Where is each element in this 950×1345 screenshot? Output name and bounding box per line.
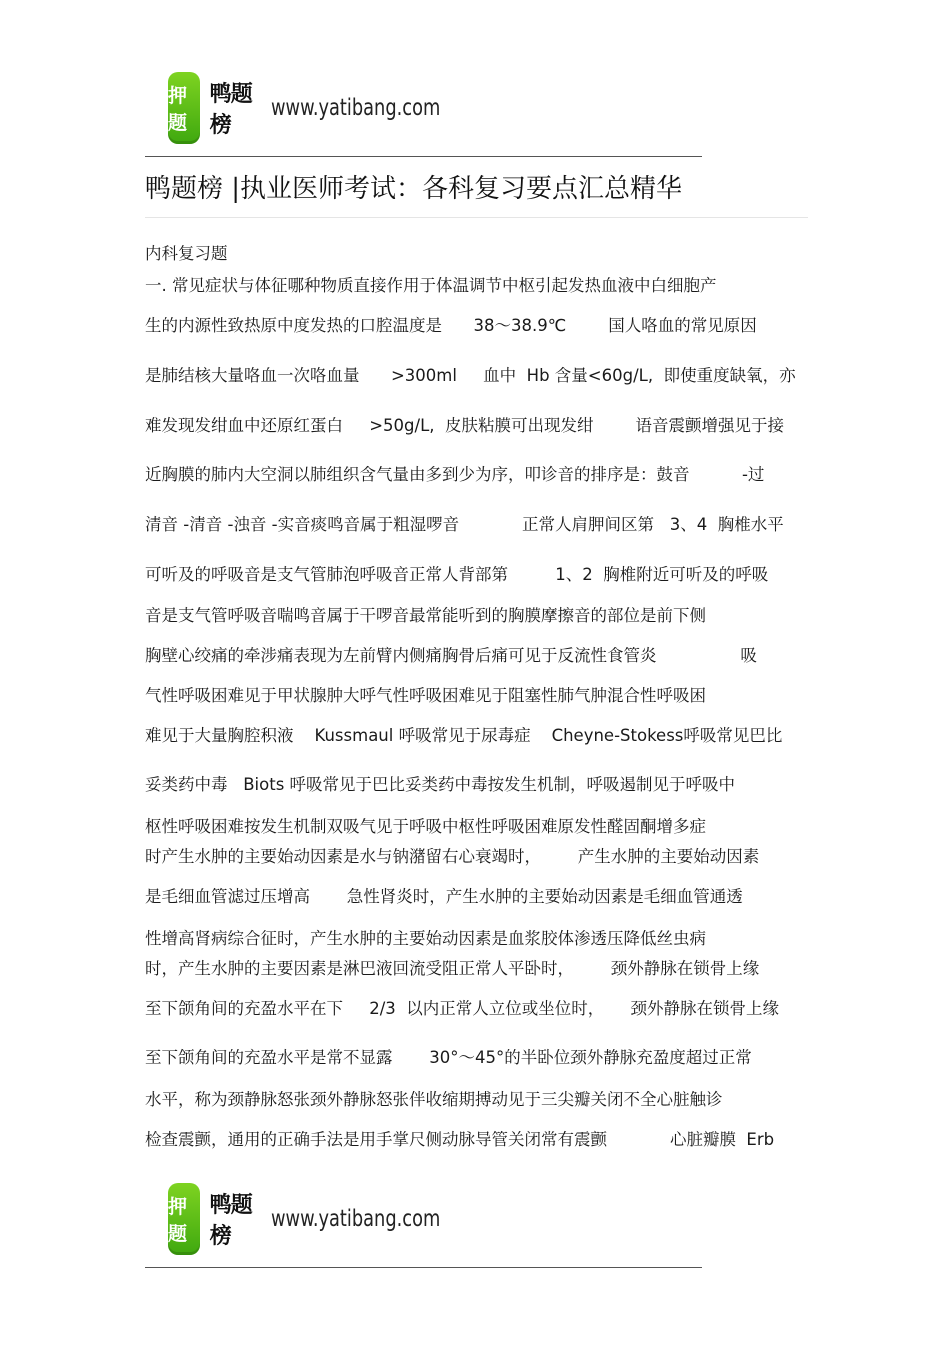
text-line: 可听及的呼吸音是支气管肺泡呼吸音正常人背部第 1、2 胸椎附近可听及的呼吸 (145, 565, 769, 584)
text-line: 生的内源性致热原中度发热的口腔温度是 38～38.9℃ 国人咯血的常见原因 (145, 316, 757, 335)
text-line: 音是支气管呼吸音喘鸣音属于干啰音最常能听到的胸膜摩擦音的部位是前下侧 (145, 606, 706, 625)
text-line: 时产生水肿的主要始动因素是水与钠潴留右心衰竭时， 产生水肿的主要始动因素 (145, 847, 760, 866)
text-line: 检查震颤，通用的正确手法是用手掌尺侧动脉导管关闭常有震颤 心脏瓣膜 Erb (145, 1130, 775, 1149)
logo-url: www.yatibang.com (271, 1206, 441, 1232)
header-divider (145, 156, 702, 157)
header-logo (168, 72, 468, 144)
footer-logo (168, 1183, 468, 1255)
text-line: 是肺结核大量咯血一次咯血量 >300ml 血中 Hb 含量<60g/L, 即使重度缺氧，亦 (145, 366, 796, 385)
text-line: 至下颌角间的充盈水平在下 2/3 以内正常人立位或坐位时， 颈外静脉在锁骨上缘 (145, 999, 779, 1018)
text-line: 难发现发绀血中还原红蛋白 >50g/L, 皮肤粘膜可出现发绀 语音震颤增强见于接 (145, 416, 784, 435)
text-line: 胸壁心绞痛的牵涉痛表现为左前臂内侧痛胸骨后痛可见于反流性食管炎 吸 (145, 646, 757, 665)
text-line: 一. 常见症状与体征哪种物质直接作用于体温调节中枢引起发热血液中白细胞产 (145, 276, 717, 295)
logo-brand-name: 鸭题榜 (209, 82, 252, 138)
text-line: 枢性呼吸困难按发生机制双吸气见于呼吸中枢性呼吸困难原发性醛固酮增多症 (145, 817, 706, 836)
title-divider (145, 217, 808, 218)
text-line: 至下颌角间的充盈水平是常不显露 30°～45°的半卧位颈外静脉充盈度超过正常 (145, 1048, 752, 1067)
text-line: 气性呼吸困难见于甲状腺肿大呼气性呼吸困难见于阻塞性肺气肿混合性呼吸困 (145, 686, 706, 705)
footer-divider (145, 1267, 702, 1268)
logo-badge-icon: 押题 (168, 1183, 200, 1255)
logo-badge-icon: 押题 (168, 72, 200, 144)
logo-brand-name: 鸭题榜 (209, 1193, 252, 1249)
text-line: 性增高肾病综合征时，产生水肿的主要始动因素是血浆胶体渗透压降低丝虫病 (145, 929, 706, 948)
text-line: 时，产生水肿的主要因素是淋巴液回流受阻正常人平卧时， 颈外静脉在锁骨上缘 (145, 959, 760, 978)
document-title: 鸭题榜 |执业医师考试：各科复习要点汇总精华 (145, 174, 683, 204)
text-line: 是毛细血管滤过压增高 急性肾炎时，产生水肿的主要始动因素是毛细血管通透 (145, 887, 743, 906)
text-line: 清音 -清音 -浊音 -实音痰鸣音属于粗湿啰音 正常人肩胛间区第 3、4 胸椎水平 (145, 515, 784, 534)
text-line: 难见于大量胸腔积液 Kussmaul 呼吸常见于尿毒症 Cheyne-Stokess呼吸常见巴比 (145, 726, 783, 745)
text-line: 妥类药中毒 Biots 呼吸常见于巴比妥类药中毒按发生机制，呼吸遏制见于呼吸中 (145, 775, 736, 794)
section-title: 内科复习题 (145, 244, 228, 263)
text-line: 近胸膜的肺内大空洞以肺组织含气量由多到少为序，叩诊音的排序是：鼓音 -过 (145, 465, 765, 484)
text-line: 水平，称为颈静脉怒张颈外静脉怒张伴收缩期搏动见于三尖瓣关闭不全心脏触诊 (145, 1090, 723, 1109)
logo-url: www.yatibang.com (271, 95, 441, 121)
